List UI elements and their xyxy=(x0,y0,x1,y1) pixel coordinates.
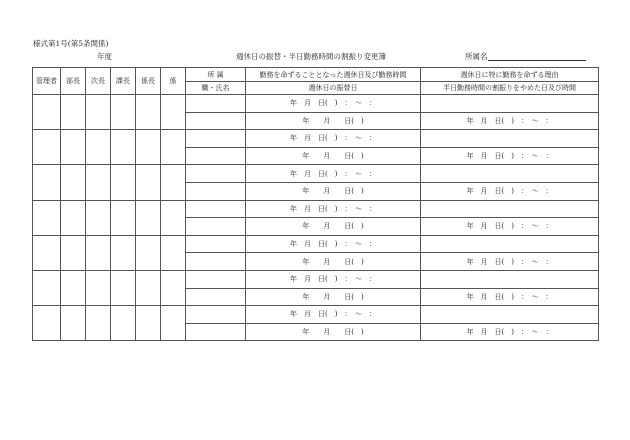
name-cell[interactable] xyxy=(186,253,246,271)
approver-header-section-chief: 課長 xyxy=(111,68,136,95)
approval-stamp-director[interactable] xyxy=(61,306,86,341)
affiliation-cell[interactable] xyxy=(186,165,246,183)
approval-stamp-staff[interactable] xyxy=(161,130,186,165)
work-time-cell[interactable]: 年 月 日( ) ： 〜 ： xyxy=(246,306,421,324)
approval-stamp-section-chief[interactable] xyxy=(111,130,136,165)
approval-stamp-section-chief[interactable] xyxy=(111,165,136,200)
affiliation-cell[interactable] xyxy=(186,235,246,253)
approval-stamp-staff[interactable] xyxy=(161,235,186,270)
approval-stamp-deputy[interactable] xyxy=(86,95,111,130)
table-row xyxy=(33,95,599,113)
approval-stamp-unit-chief[interactable] xyxy=(136,306,161,341)
approval-stamp-manager[interactable] xyxy=(33,130,61,165)
approval-stamp-staff[interactable] xyxy=(161,270,186,305)
half-day-cell[interactable]: 年 月 日( ) ： 〜 ： xyxy=(421,253,599,271)
name-header: 職・氏名 xyxy=(186,82,246,95)
approval-stamp-director[interactable] xyxy=(61,270,86,305)
approval-stamp-section-chief[interactable] xyxy=(111,235,136,270)
work-time-cell[interactable]: 年 月 日( ) ： 〜 ： xyxy=(246,235,421,253)
table-row xyxy=(33,200,599,218)
affiliation-cell[interactable] xyxy=(186,200,246,218)
approval-stamp-unit-chief[interactable] xyxy=(136,200,161,235)
table-row xyxy=(33,165,599,183)
approval-stamp-section-chief[interactable] xyxy=(111,95,136,130)
department-field[interactable] xyxy=(488,60,586,61)
half-day-cell[interactable]: 年 月 日( ) ： 〜 ： xyxy=(421,147,599,165)
affiliation-cell[interactable] xyxy=(186,130,246,148)
approval-stamp-staff[interactable] xyxy=(161,95,186,130)
reassigned-date-cell[interactable]: 年 月 日( ) xyxy=(246,218,421,236)
table-row xyxy=(33,130,599,148)
approver-header-director: 部長 xyxy=(61,68,86,95)
approval-stamp-director[interactable] xyxy=(61,235,86,270)
reason-cell[interactable] xyxy=(421,306,599,324)
reassigned-date-cell[interactable]: 年 月 日( ) xyxy=(246,182,421,200)
approval-stamp-deputy[interactable] xyxy=(86,306,111,341)
approval-stamp-deputy[interactable] xyxy=(86,130,111,165)
affiliation-header: 所 属 xyxy=(186,68,246,82)
approval-stamp-section-chief[interactable] xyxy=(111,306,136,341)
approval-stamp-manager[interactable] xyxy=(33,95,61,130)
table-row xyxy=(33,235,599,253)
approval-stamp-deputy[interactable] xyxy=(86,200,111,235)
approver-header-manager: 管理者 xyxy=(33,68,61,95)
approval-stamp-staff[interactable] xyxy=(161,165,186,200)
reassigned-date-cell[interactable]: 年 月 日( ) xyxy=(246,288,421,306)
half-day-cell[interactable]: 年 月 日( ) ： 〜 ： xyxy=(421,288,599,306)
affiliation-cell[interactable] xyxy=(186,306,246,324)
reassigned-date-cell[interactable]: 年 月 日( ) xyxy=(246,253,421,271)
form-number: 様式第1号(第5条関係) xyxy=(33,39,109,48)
approval-stamp-manager[interactable] xyxy=(33,235,61,270)
reassigned-day-header: 週休日の振替日 xyxy=(246,82,421,95)
reassigned-date-cell[interactable]: 年 月 日( ) xyxy=(246,112,421,130)
work-time-cell[interactable]: 年 月 日( ) ： 〜 ： xyxy=(246,270,421,288)
work-time-cell[interactable]: 年 月 日( ) ： 〜 ： xyxy=(246,200,421,218)
approver-header-deputy: 次長 xyxy=(86,68,111,95)
reason-cell[interactable] xyxy=(421,95,599,113)
half-day-header: 半日勤務時間の割振りをやめた日及び時間 xyxy=(421,82,599,95)
reason-cell[interactable] xyxy=(421,270,599,288)
work-time-cell[interactable]: 年 月 日( ) ： 〜 ： xyxy=(246,95,421,113)
approval-stamp-deputy[interactable] xyxy=(86,270,111,305)
approval-stamp-unit-chief[interactable] xyxy=(136,235,161,270)
approval-stamp-manager[interactable] xyxy=(33,270,61,305)
table-row xyxy=(33,270,599,288)
reason-cell[interactable] xyxy=(421,130,599,148)
half-day-cell[interactable]: 年 月 日( ) ： 〜 ： xyxy=(421,112,599,130)
name-cell[interactable] xyxy=(186,288,246,306)
approval-stamp-unit-chief[interactable] xyxy=(136,130,161,165)
approval-stamp-unit-chief[interactable] xyxy=(136,270,161,305)
reason-cell[interactable] xyxy=(421,165,599,183)
name-cell[interactable] xyxy=(186,182,246,200)
reason-header: 週休日に特に勤務を命ずる理由 xyxy=(421,68,599,82)
approval-stamp-manager[interactable] xyxy=(33,306,61,341)
reason-cell[interactable] xyxy=(421,200,599,218)
approval-stamp-director[interactable] xyxy=(61,165,86,200)
affiliation-cell[interactable] xyxy=(186,270,246,288)
approval-stamp-deputy[interactable] xyxy=(86,165,111,200)
approval-stamp-staff[interactable] xyxy=(161,306,186,341)
name-cell[interactable] xyxy=(186,112,246,130)
approval-stamp-unit-chief[interactable] xyxy=(136,95,161,130)
work-day-header: 勤務を命ずることとなった週休日及び勤務時間 xyxy=(246,68,421,82)
department-label: 所属名 xyxy=(465,52,488,61)
approval-stamp-section-chief[interactable] xyxy=(111,200,136,235)
work-time-cell[interactable]: 年 月 日( ) ： 〜 ： xyxy=(246,165,421,183)
affiliation-cell[interactable] xyxy=(186,95,246,113)
half-day-cell[interactable]: 年 月 日( ) ： 〜 ： xyxy=(421,182,599,200)
approval-stamp-director[interactable] xyxy=(61,95,86,130)
approval-stamp-staff[interactable] xyxy=(161,200,186,235)
reassigned-date-cell[interactable]: 年 月 日( ) xyxy=(246,323,421,341)
half-day-cell[interactable]: 年 月 日( ) ： 〜 ： xyxy=(421,323,599,341)
table-row xyxy=(33,306,599,324)
approval-stamp-section-chief[interactable] xyxy=(111,270,136,305)
approver-header-staff: 係 xyxy=(161,68,186,95)
name-cell[interactable] xyxy=(186,218,246,236)
work-time-cell[interactable]: 年 月 日( ) ： 〜 ： xyxy=(246,130,421,148)
reassigned-date-cell[interactable]: 年 月 日( ) xyxy=(246,147,421,165)
name-cell[interactable] xyxy=(186,147,246,165)
approval-stamp-unit-chief[interactable] xyxy=(136,165,161,200)
approval-stamp-manager[interactable] xyxy=(33,165,61,200)
approval-stamp-manager[interactable] xyxy=(33,200,61,235)
approver-header-unit-chief: 係長 xyxy=(136,68,161,95)
page-title: 週休日の振替・半日勤務時間の割振り変更簿 xyxy=(236,52,386,61)
half-day-cell[interactable]: 年 月 日( ) ： 〜 ： xyxy=(421,218,599,236)
change-register-table xyxy=(32,67,599,341)
name-cell[interactable] xyxy=(186,323,246,341)
approval-stamp-director[interactable] xyxy=(61,130,86,165)
year-label: 年度 xyxy=(97,52,112,61)
approval-stamp-director[interactable] xyxy=(61,200,86,235)
reason-cell[interactable] xyxy=(421,235,599,253)
approval-stamp-deputy[interactable] xyxy=(86,235,111,270)
